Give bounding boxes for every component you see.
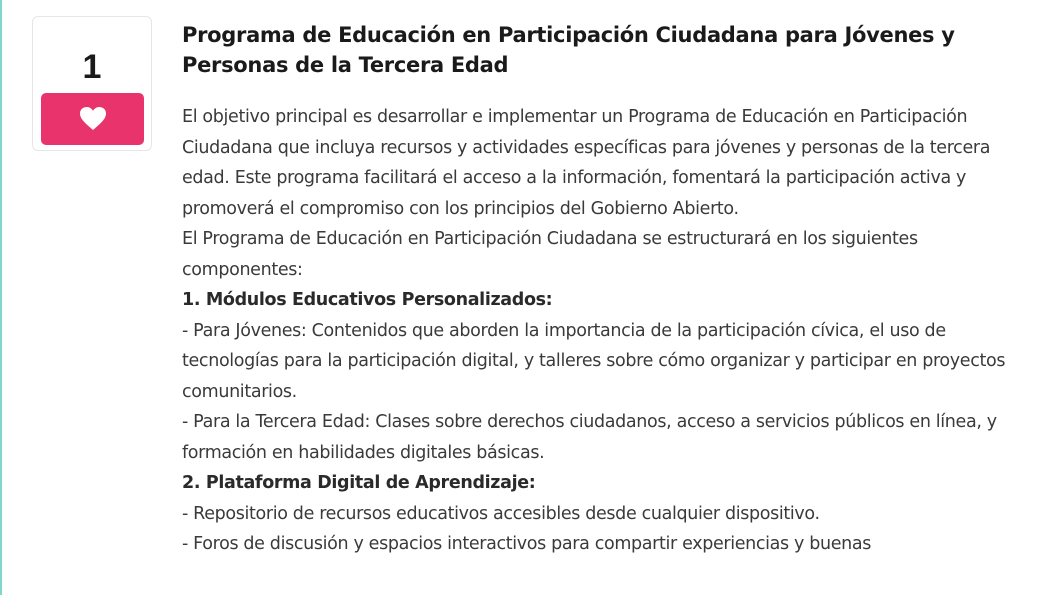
description-paragraph: - Para Jóvenes: Contenidos que aborden la importancia de la participación cívica, el uso de tecnologías para la participación digital, y talleres sobre cómo organizar y participar en proyectos comunitarios. <box>182 320 1006 402</box>
vote-box <box>32 16 152 151</box>
proposal-description <box>182 102 1032 560</box>
proposal-content <box>182 20 1032 560</box>
section-heading: 1. Módulos Educativos Personalizados: <box>182 290 553 310</box>
vote-button[interactable] <box>41 93 144 145</box>
proposal-title: Programa de Educación en Participación Ciudadana para Jóvenes y Personas de la Tercera Edad <box>182 23 955 77</box>
heart-icon <box>80 107 106 131</box>
description-paragraph: - Repositorio de recursos educativos accesibles desde cualquier dispositivo. <box>182 503 820 524</box>
description-paragraph: - Para la Tercera Edad: Clases sobre derechos ciudadanos, acceso a servicios públicos en línea, y formación en habilidades digitales básicas. <box>182 412 997 463</box>
description-paragraph: - Foros de discusión y espacios interactivos para compartir experiencias y buenas <box>182 534 872 554</box>
description-paragraph: El Programa de Educación en Participación Ciudadana se estructurará en los siguientes componentes: <box>182 229 918 280</box>
section-heading: 2. Plataforma Digital de Aprendizaje: <box>182 473 536 493</box>
description-paragraph: El objetivo principal es desarrollar e implementar un Programa de Educación en Participación Ciudadana que incluya recursos y actividades específicas para jóvenes y personas de la tercera edad. Este programa facilitará el acceso a la información, fomentará la participación activa y promoverá el compromiso con los principios del Gobierno Abierto. <box>182 107 991 219</box>
vote-count: 1 <box>82 48 102 86</box>
